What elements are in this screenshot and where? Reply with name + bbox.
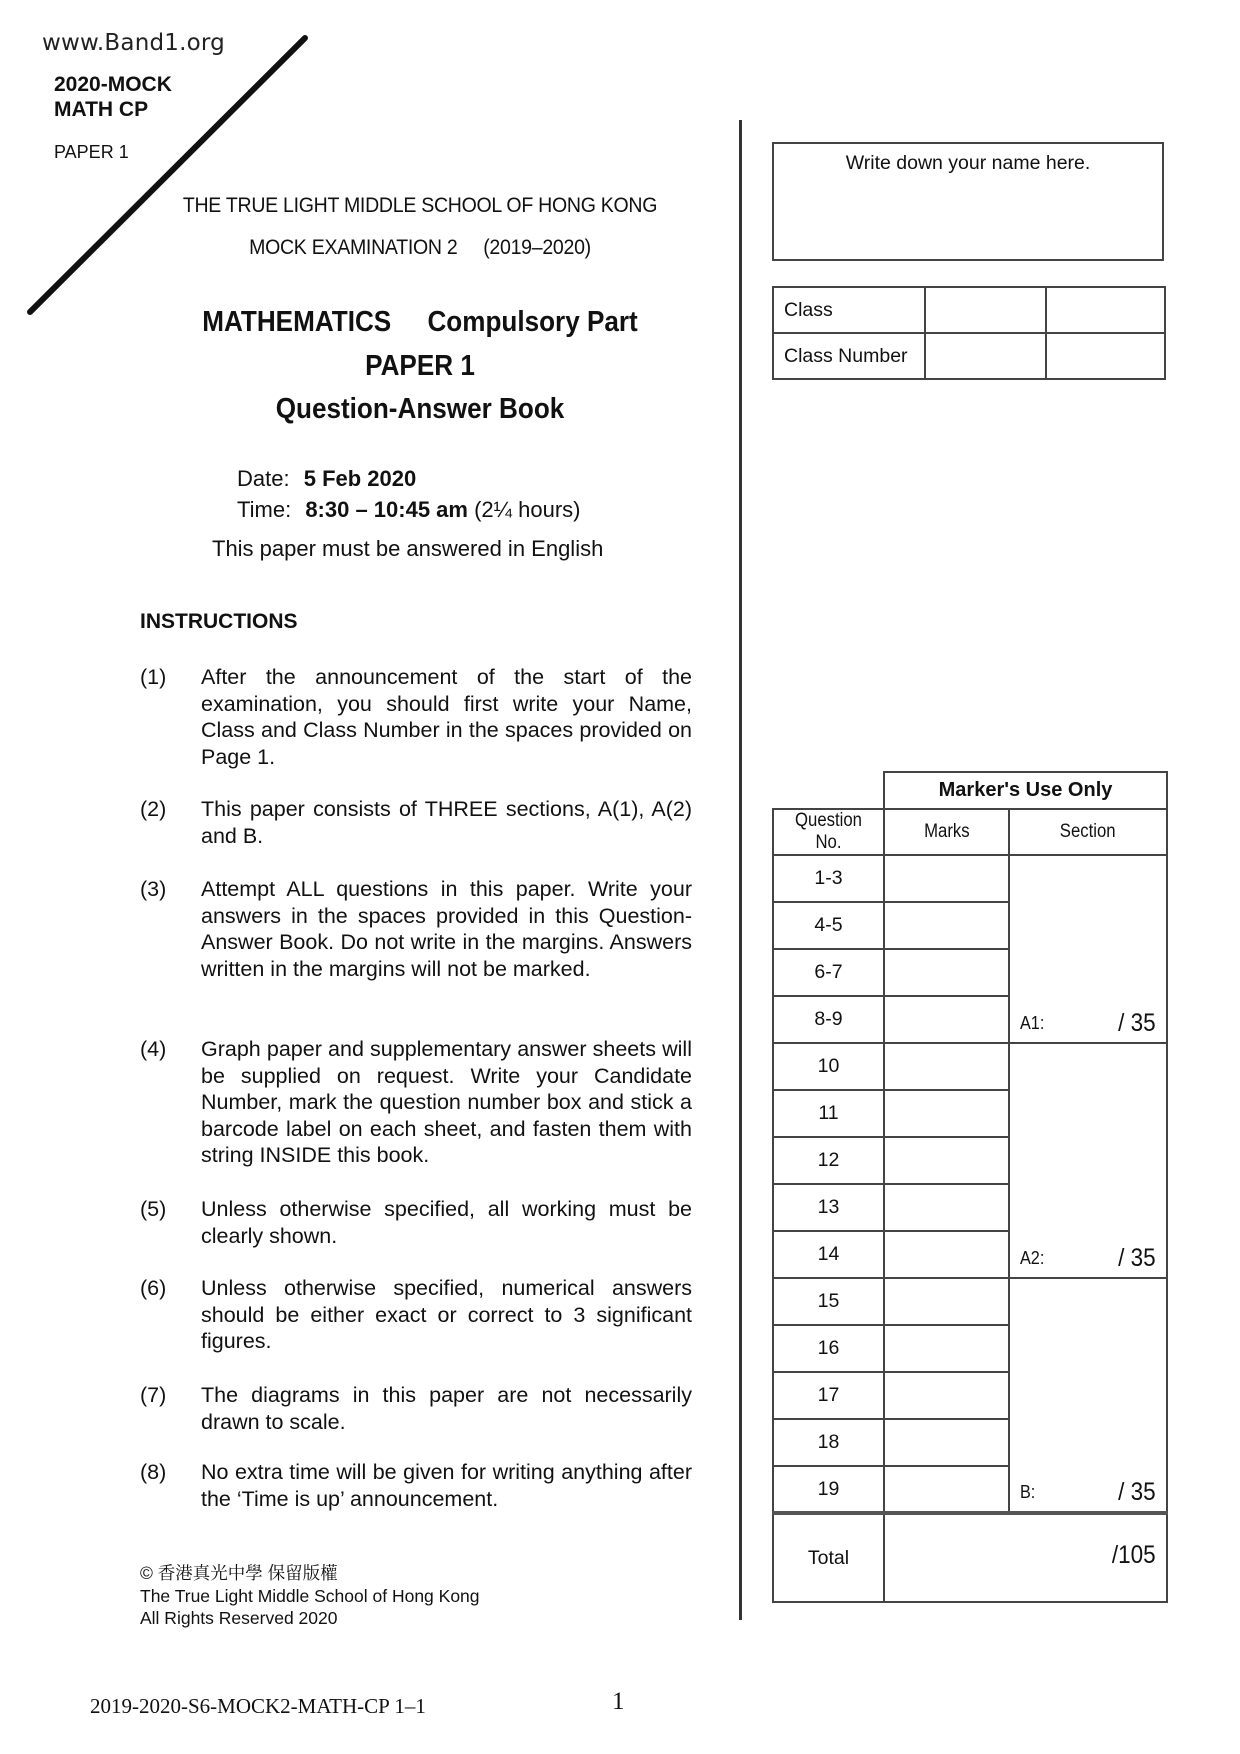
marks-cell[interactable]: [884, 855, 1009, 902]
copyright-block: [140, 1562, 480, 1630]
instruction-item: [140, 1275, 692, 1355]
instructions-heading: INSTRUCTIONS: [140, 610, 298, 633]
marks-cell[interactable]: [884, 1466, 1009, 1513]
total-row: [773, 1513, 1167, 1602]
instruction-item: [140, 1036, 692, 1169]
copyright-school: The True Light Middle School of Hong Kong: [140, 1585, 480, 1606]
time-value: 8:30 – 10:45 am: [305, 497, 468, 522]
class-number-label: Class Number: [773, 333, 925, 379]
total-max: /105: [1112, 1541, 1157, 1569]
class-input-1[interactable]: [925, 287, 1046, 333]
col-question-label: Question No.: [795, 810, 862, 853]
instruction-text: The diagrams in this paper are not necessarily drawn to scale.: [201, 1383, 692, 1434]
school-name: THE TRUE LIGHT MIDDLE SCHOOL OF HONG KONG: [182, 194, 658, 217]
section-subtotal-cell[interactable]: [1009, 855, 1167, 1043]
marker-table: [772, 771, 1168, 1603]
instruction-number: (8): [140, 1460, 167, 1484]
instruction-number: (7): [140, 1383, 167, 1407]
marks-cell[interactable]: [884, 1231, 1009, 1278]
col-section-header: [1009, 809, 1167, 855]
marks-cell[interactable]: [884, 1184, 1009, 1231]
instruction-text: Attempt ALL questions in this paper. Write your answers in the spaces provided in this Question-Answer Book. Do not write in the margins. Answers written in the margins will not be marked.: [201, 877, 692, 981]
class-number-input-1[interactable]: [925, 333, 1046, 379]
col-marks-label: Marks: [923, 821, 970, 842]
time-row: [237, 497, 581, 523]
class-label: Class: [773, 287, 925, 333]
date-row: [237, 466, 416, 492]
marks-cell[interactable]: [884, 902, 1009, 949]
paper-title: PAPER 1: [365, 350, 475, 382]
date-value: 5 Feb 2020: [303, 466, 417, 491]
question-number: 13: [773, 1184, 884, 1231]
question-number: 1-3: [773, 855, 884, 902]
question-number: 12: [773, 1137, 884, 1184]
section-label: A2:: [1020, 1248, 1045, 1268]
marker-row: [773, 855, 1167, 902]
copyright-rights: All Rights Reserved 2020: [140, 1608, 338, 1628]
instruction-text: Graph paper and supplementary answer sheets will be supplied on request. Write your Candidate Number, mark the question number box and stick a barcode label on each sheet, and fasten them with string INSIDE this book.: [201, 1037, 692, 1167]
instruction-text: This paper consists of THREE sections, A(1), A(2) and B.: [201, 797, 692, 848]
section-max: / 35: [1118, 1244, 1157, 1272]
instruction-text: Unless otherwise specified, all working must be clearly shown.: [201, 1197, 692, 1248]
instruction-item: [140, 1382, 692, 1435]
section-max: / 35: [1118, 1009, 1157, 1037]
total-cell[interactable]: [884, 1513, 1167, 1602]
marker-title: Marker's Use Only: [884, 772, 1167, 809]
question-number: 19: [773, 1466, 884, 1513]
question-number: 17: [773, 1372, 884, 1419]
class-number-row: [773, 333, 1165, 379]
book-title: Question-Answer Book: [275, 393, 565, 425]
question-number: 15: [773, 1278, 884, 1325]
duration: (2¼ hours): [474, 497, 581, 522]
footer-code: 2019-2020-S6-MOCK2-MATH-CP 1–1: [90, 1694, 426, 1718]
name-field-label: Write down your name here.: [845, 152, 1091, 174]
instruction-text: Unless otherwise specified, numerical answers should be either exact or correct to 3 significant figures.: [201, 1276, 692, 1353]
instruction-item: [140, 876, 692, 982]
col-question-header: [773, 809, 884, 855]
marks-cell[interactable]: [884, 1278, 1009, 1325]
instruction-number: (2): [140, 797, 167, 821]
date-label: Date:: [237, 466, 290, 491]
question-number: 6-7: [773, 949, 884, 996]
instruction-number: (1): [140, 665, 167, 689]
exam-name: MOCK EXAMINATION 2 (2019–2020): [249, 236, 591, 259]
question-number: 16: [773, 1325, 884, 1372]
marker-row: [773, 1043, 1167, 1090]
marks-cell[interactable]: [884, 1137, 1009, 1184]
instruction-item: [140, 664, 692, 770]
marker-title-row: [773, 772, 1167, 809]
blank-cell: [773, 772, 884, 809]
class-input-2[interactable]: [1046, 287, 1165, 333]
class-number-input-2[interactable]: [1046, 333, 1165, 379]
question-number: 11: [773, 1090, 884, 1137]
instruction-item: [140, 1196, 692, 1249]
subject-title: MATHEMATICS Compulsory Part: [202, 306, 638, 338]
instruction-text: After the announcement of the start of the examination, you should first write your Name, Class and Class Number in the spaces provided on Page 1.: [201, 665, 692, 769]
name-field[interactable]: [772, 142, 1164, 261]
instruction-number: (5): [140, 1197, 167, 1221]
section-label: A1:: [1020, 1013, 1045, 1033]
section-subtotal-cell[interactable]: [1009, 1043, 1167, 1278]
copyright-chinese: © 香港真光中學 保留版權: [140, 1563, 338, 1583]
paper-code-line1: 2020-MOCK: [54, 73, 172, 96]
col-section-label: Section: [1060, 821, 1116, 842]
paper-code-line2: MATH CP: [54, 98, 149, 121]
page-number: 1: [612, 1688, 625, 1715]
watermark-url: www.Band1.org: [42, 30, 225, 56]
question-number: 8-9: [773, 996, 884, 1043]
instruction-text: No extra time will be given for writing anything after the ‘Time is up’ announcement.: [201, 1460, 692, 1511]
marker-header-row: [773, 809, 1167, 855]
total-label: Total: [773, 1513, 884, 1602]
class-row: [773, 287, 1165, 333]
section-label: B:: [1020, 1482, 1036, 1502]
marks-cell[interactable]: [884, 1372, 1009, 1419]
corner-diagonal-line: [0, 0, 340, 330]
instruction-item: [140, 796, 692, 849]
section-subtotal-cell[interactable]: [1009, 1278, 1167, 1513]
marks-cell[interactable]: [884, 1043, 1009, 1090]
column-divider: [739, 120, 742, 1620]
question-number: 10: [773, 1043, 884, 1090]
time-label: Time:: [237, 497, 292, 522]
col-marks-header: [884, 809, 1009, 855]
marks-cell[interactable]: [884, 949, 1009, 996]
marks-cell[interactable]: [884, 1325, 1009, 1372]
instruction-number: (3): [140, 877, 167, 901]
marks-cell[interactable]: [884, 1419, 1009, 1466]
marks-cell[interactable]: [884, 1090, 1009, 1137]
language-note: This paper must be answered in English: [212, 536, 604, 561]
marks-cell[interactable]: [884, 996, 1009, 1043]
instruction-number: (6): [140, 1276, 167, 1300]
question-number: 18: [773, 1419, 884, 1466]
class-table: [772, 286, 1166, 380]
section-max: / 35: [1118, 1478, 1157, 1506]
instruction-number: (4): [140, 1037, 167, 1061]
paper-tag: PAPER 1: [54, 142, 129, 162]
instruction-item: [140, 1459, 692, 1512]
question-number: 4-5: [773, 902, 884, 949]
question-number: 14: [773, 1231, 884, 1278]
marker-row: [773, 1278, 1167, 1325]
